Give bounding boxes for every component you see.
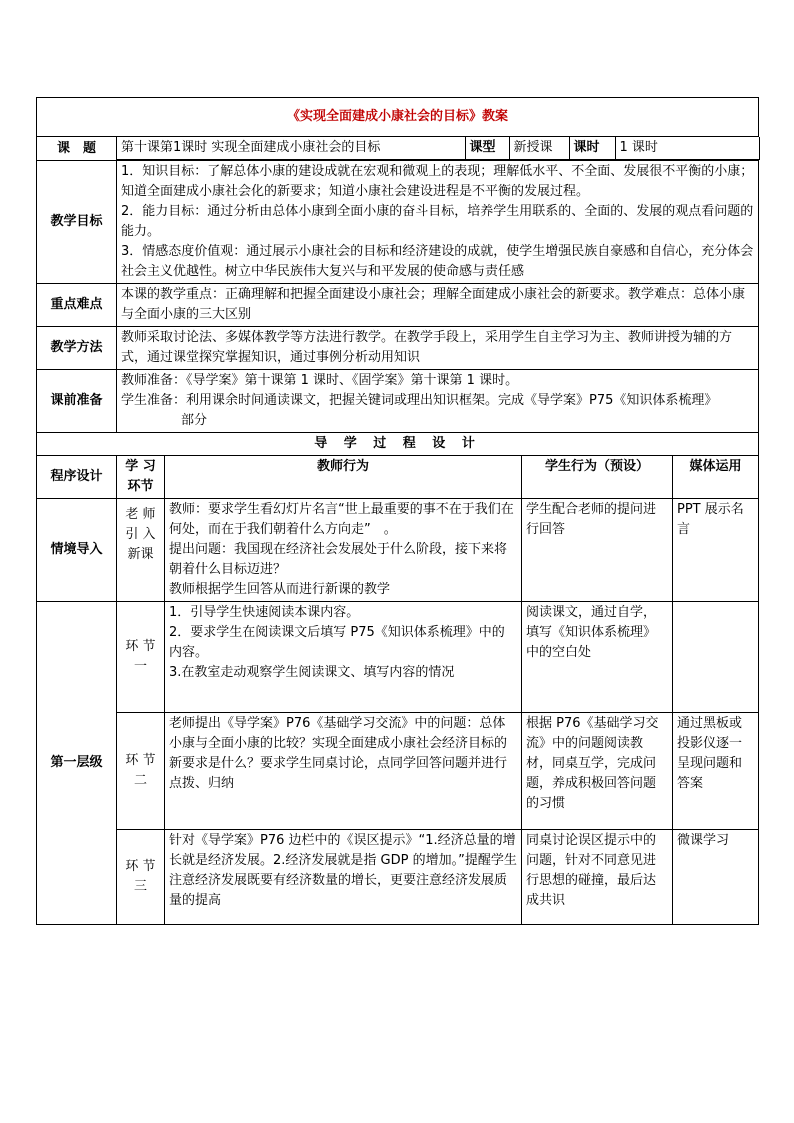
level1-teacher-3: 针对《导学案》P76 边栏中的《误区提示》“1.经济总量的增长就是经济发展。2.经济发展就是指 GDP 的增加。”提醒学生注意经济发展既要有经济数量的增长，更要注意经济发展质量的提高 xyxy=(165,830,522,925)
level1-student-2: 根据 P76《基础学习交流》中的问题阅读教材，同桌互学，完成问题，养成积极回答问题的习惯 xyxy=(522,713,673,830)
type-value: 新授课 xyxy=(509,137,569,160)
level1-student-1: 阅读课文，通过自学，填写《知识体系梳理》中的空白处 xyxy=(522,602,673,713)
hours-value: 1 课时 xyxy=(615,137,759,160)
section-row xyxy=(37,433,759,456)
level1-teacher-2: 老师提出《导学案》P76《基础学习交流》中的问题：总体小康与全面小康的比较？实现全面建成小康社会经济目标的新要求是什么？要求学生同桌讨论，点同学回答问题并进行点拨、归纳 xyxy=(165,713,522,830)
prep-student: 学生准备：利用课余时间通读课文，把握关键词或理出知识框架。完成《导学案》P75《知识体系梳理》 xyxy=(121,393,718,408)
intro-stage: 老 师 引 入 新课 xyxy=(117,499,165,602)
prep-student-cont: 部分 xyxy=(181,413,208,428)
intro-teacher-line: 教师根据学生回答从而进行新课的教学 xyxy=(169,582,391,597)
goals-content xyxy=(117,161,759,284)
goal-ability: 2．能力目标：通过分析由总体小康到全面小康的奋斗目标，培养学生用联系的、全面的、发展的观点看问题的能力。 xyxy=(121,204,754,239)
methods-text: 教师采取讨论法、多媒体教学等方法进行教学。在教学手段上，采用学生自主学习为主、教师讲授为辅的方式，通过课堂探究掌握知识，通过事例分析动用知识 xyxy=(117,327,759,370)
lesson-plan-table xyxy=(36,97,759,925)
level1-stage-3: 环 节 三 xyxy=(117,830,165,925)
level1-media-2: 通过黑板或投影仪逐一呈现问题和答案 xyxy=(673,713,759,830)
goal-attitude: 3．情感态度价值观：通过展示小康社会的目标和经济建设的成就，使学生增强民族自豪感和自信心，充分体会社会主义优越性。树立中华民族伟大复兴与和平发展的使命感与责任感 xyxy=(121,244,754,279)
info-inner xyxy=(117,137,760,160)
header-procedure: 程序设计 xyxy=(37,456,117,499)
key-points-label: 重点难点 xyxy=(37,284,117,327)
header-media: 媒体运用 xyxy=(673,456,759,499)
key-points-text: 本课的教学重点：正确理解和把握全面建设小康社会；理解全面建成小康社会的新要求。教学难点：总体小康与全面小康的三大区别 xyxy=(117,284,759,327)
prep-label: 课前准备 xyxy=(37,370,117,433)
goals-row xyxy=(37,161,759,284)
prep-teacher: 教师准备：《导学案》第十课第 1 课时、《固学案》第十课第 1 课时。 xyxy=(121,373,519,388)
header-teacher: 教师行为 xyxy=(165,456,522,499)
intro-row xyxy=(37,499,759,602)
prep-row xyxy=(37,370,759,433)
level1-stage-2: 环 节 二 xyxy=(117,713,165,830)
goal-knowledge: 1．知识目标：了解总体小康的建设成就在宏观和微观上的表现；理解低水平、不全面、发展很不平衡的小康；知道全面建成小康社会化的新要求；知道小康社会建设进程是不平衡的发展过程。 xyxy=(121,164,754,199)
level1-student-3: 同桌讨论误区提示中的问题，针对不同意见进行思想的碰撞，最后达成共识 xyxy=(522,830,673,925)
level1-teacher-1 xyxy=(165,602,522,713)
level1-media-3: 微课学习 xyxy=(673,830,759,925)
topic-label: 课 题 xyxy=(37,137,117,161)
title-row xyxy=(37,98,759,137)
level1-procedure: 第一层级 xyxy=(37,602,117,925)
intro-student: 学生配合老师的提问进行回答 xyxy=(522,499,673,602)
level1-row-1 xyxy=(37,602,759,713)
info-row xyxy=(37,137,759,161)
header-stage: 学 习 环节 xyxy=(117,456,165,499)
level1-row-2 xyxy=(37,713,759,830)
level1-media-1 xyxy=(673,602,759,713)
level1-row-3 xyxy=(37,830,759,925)
prep-content xyxy=(117,370,759,433)
level1-stage-1: 环 节 一 xyxy=(117,602,165,713)
intro-teacher-line: 提出问题：我国现在经济社会发展处于什么阶段，接下来将朝着什么目标迈进？ xyxy=(169,542,508,577)
key-points-row xyxy=(37,284,759,327)
doc-title: 《实现全面建成小康社会的目标》教案 xyxy=(37,98,759,137)
type-label: 课型 xyxy=(465,137,509,160)
topic-value: 第十课第1课时 实现全面建成小康社会的目标 xyxy=(117,137,465,160)
intro-media: PPT 展示名言 xyxy=(673,499,759,602)
methods-label: 教学方法 xyxy=(37,327,117,370)
intro-procedure: 情境导入 xyxy=(37,499,117,602)
level1-teacher-line: 2．要求学生在阅读课文后填写 P75《知识体系梳理》中的内容。 xyxy=(169,625,505,660)
level1-teacher-line: 1．引导学生快速阅读本课内容。 xyxy=(169,605,360,620)
header-row xyxy=(37,456,759,499)
goals-label: 教学目标 xyxy=(37,161,117,284)
intro-teacher xyxy=(165,499,522,602)
section-title: 导 学 过 程 设 计 xyxy=(37,433,759,456)
intro-teacher-line: 教师：要求学生看幻灯片名言“世上最重要的事不在于我们在何处，而在于我们朝着什么方向走” 。 xyxy=(169,502,514,537)
methods-row xyxy=(37,327,759,370)
level1-teacher-line: 3.在教室走动观察学生阅读课文、填写内容的情况 xyxy=(169,665,455,680)
hours-label: 课时 xyxy=(569,137,615,160)
header-student: 学生行为（预设） xyxy=(522,456,673,499)
